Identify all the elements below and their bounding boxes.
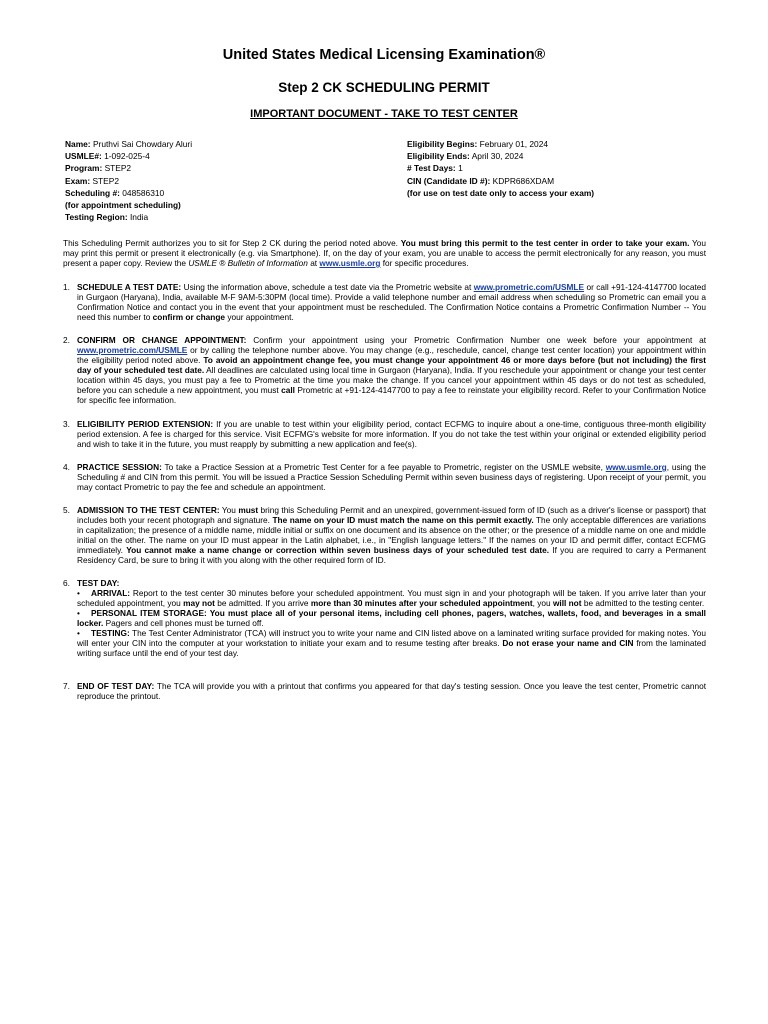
exam-value: STEP2 bbox=[92, 175, 120, 186]
cin-value: KDPR686XDAM bbox=[492, 175, 555, 186]
program-row: Program: STEP2 bbox=[65, 163, 132, 174]
scheduling-row: Scheduling #: 048586310 bbox=[65, 187, 165, 198]
testing-region: India bbox=[129, 212, 149, 223]
region-row: Testing Region: India bbox=[65, 212, 149, 223]
candidate-info bbox=[65, 138, 192, 223]
usmle-link[interactable]: www.usmle.org bbox=[319, 258, 381, 268]
prometric-link[interactable]: www.prometric.com/USMLE bbox=[473, 282, 585, 292]
cin-note: (for use on test date only to access your exam) bbox=[407, 187, 595, 198]
scheduling-number: 048586310 bbox=[122, 187, 165, 198]
document-title: United States Medical Licensing Examination® bbox=[222, 47, 546, 63]
intro-paragraph: This Scheduling Permit authorizes you to sit for Step 2 CK during the period noted above. You must bring this permit to the test center in order to take your exam. You may print this permit or present it electronically (e.g. via Smartphone). If, on the day of your exam, you are unable to access the permit electronically for any reason, you must present a paper copy. Review the USMLE ® Bulletin of Information at www.usmle.org for specific procedures. bbox=[63, 238, 706, 268]
usmle-link-2[interactable]: www.usmle.org bbox=[605, 462, 667, 472]
eligibility-info bbox=[407, 138, 594, 199]
eligibility-ends-row: Eligibility Ends: April 30, 2024 bbox=[407, 151, 524, 162]
important-notice: IMPORTANT DOCUMENT - TAKE TO TEST CENTER bbox=[250, 108, 518, 120]
list-item-practice: 4. PRACTICE SESSION: To take a Practice Session at a Prometric Test Center for a fee payable to Prometric, register on the USMLE website, www.usmle.org, using the Scheduling # and CIN from this permit. You will be issued a Practice Session Scheduling Permit within seven business days of registering. Upon receipt of your permit, you may contact Prometric to pay the fee and schedule an appointment. bbox=[63, 462, 706, 492]
test-days-row: # Test Days: 1 bbox=[407, 163, 463, 174]
list-item-schedule: 1. SCHEDULE A TEST DATE: Using the information above, schedule a test date via the Prometric website at www.prometric.com/USMLE or call +91-124-4147700 located in Gurgaon (Haryana), India, available M-F 9AM-5:30PM (local time). Provide a valid telephone number and email address when scheduling so Prometric can email you a Confirmation Notice and contact you in the event that your appointment must be rescheduled. The Confirmation Notice contains a Prometric Confirmation Number -- You need this number to confirm or change your appointment. bbox=[63, 282, 707, 322]
program-value: STEP2 bbox=[104, 163, 132, 174]
list-item-end-of-day: 7. END OF TEST DAY: The TCA will provide you with a printout that confirms you appeared for that day's testing session. Once you leave the test center, Prometric cannot reproduce the printout. bbox=[63, 681, 707, 701]
name-row: Name: Pruthvi Sai Chowdary Aluri bbox=[65, 139, 193, 149]
usmle-row: USMLE#: 1-092-025-4 bbox=[65, 151, 150, 162]
eligibility-begins: February 01, 2024 bbox=[479, 139, 549, 149]
prometric-link-2[interactable]: www.prometric.com/USMLE bbox=[77, 345, 188, 355]
scheduling-note: (for appointment scheduling) bbox=[65, 200, 181, 211]
test-days: 1 bbox=[458, 163, 463, 174]
exam-row: Exam: STEP2 bbox=[65, 175, 120, 186]
cin-row: CIN (Candidate ID #): KDPR686XDAM bbox=[407, 175, 555, 186]
list-item-test-day: 6. TEST DAY: • ARRIVAL: Report to the test center 30 minutes before your scheduled appointment. You must sign in and your photograph will be taken. If you arrive later than your scheduled appointment, you may not be admitted. If you arrive more than 30 minutes after your scheduled appointment, you will not be admitted to the testing center. • PERSONAL ITEM STORAGE: You must place all of your personal items, including cell phones, pagers, watches, wallets, food, and beverages in a small locker. Pagers and cell phones must be turned off. • TESTING: The Test Center Administrator (TCA) will instruct you to write your name and CIN listed above on a laminated writing surface provided for making notes. You will enter your CIN into the computer at your workstation to initiate your exam and to resume testing after breaks. Do not erase your name and CIN from the laminated writing surface until the end of your test day. bbox=[63, 578, 707, 658]
bullet-storage: • PERSONAL ITEM STORAGE: You must place all of your personal items, including cell phones, pagers, watches, wallets, food, and beverages in a small locker. Pagers and cell phones must be turned off. bbox=[77, 608, 706, 628]
list-item-admission: 5. ADMISSION TO THE TEST CENTER: You must bring this Scheduling Permit and an unexpired, government-issued form of ID (such as a driver's license or passport) that includes both your recent photograph and signature. The name on your ID must match the name on this permit exactly. The only acceptable differences are variations in capitalization; the presence of a middle name, middle initial or suffix on one document and its absence on the other; or the presence of a middle name on one and middle initial on the other. The name on your ID must appear in the Latin alphabet, i.e., in "English language letters." If the names on your ID and permit differ, contact ECFMG immediately. You cannot make a name change or correction within seven business days of your scheduled test date. If you are required to carry a Permanent Residency Card, be sure to bring it with you along with the other required form of ID. bbox=[63, 505, 706, 565]
bullet-arrival: • ARRIVAL: Report to the test center 30 minutes before your scheduled appointment. You must sign in and your photograph will be taken. If you arrive later than your scheduled appointment, you may not be admitted. If you arrive more than 30 minutes after your scheduled appointment, you will not be admitted to the testing center. bbox=[77, 588, 707, 608]
candidate-name: Pruthvi Sai Chowdary Aluri bbox=[92, 139, 193, 149]
usmle-id: 1-092-025-4 bbox=[104, 151, 150, 162]
eligibility-ends: April 30, 2024 bbox=[471, 151, 524, 162]
list-item-extension: 3. ELIGIBILITY PERIOD EXTENSION: If you are unable to test within your eligibility period, contact ECFMG to inquire about a one-time, contiguous three-month eligibility period extension. A fee is charged for this service. Visit ECFMG's website for more information. If you do not take the test within your original or extended eligibility period and wish to take it in the future, you must reapply by submitting a new application and fee(s). bbox=[63, 419, 707, 449]
permit-title: Step 2 CK SCHEDULING PERMIT bbox=[278, 80, 490, 95]
bullet-testing: • TESTING: The Test Center Administrator (TCA) will instruct you to write your name and CIN listed above on a laminated writing surface provided for making notes. You will enter your CIN into the computer at your workstation to initiate your exam and to resume testing after breaks. Do not erase your name and CIN from the laminated writing surface until the end of your test day. bbox=[77, 628, 707, 658]
eligibility-begins-row: Eligibility Begins: February 01, 2024 bbox=[407, 139, 549, 149]
list-item-confirm-change: 2. CONFIRM OR CHANGE APPOINTMENT: Confirm your appointment using your Prometric Confirmation Number one week before your appointment at www.prometric.com/USMLE or by calling the telephone number above. You may change (e.g., reschedule, cancel, change test center location) your appointment within the eligibility period noted above. To avoid an appointment change fee, you must change your appointment 46 or more days before (but not including) the first day of your scheduled test date. All deadlines are calculated using local time in Gurgaon (Haryana), India. If you reschedule your appointment or change your test center location within 45 days, you must pay a fee to Prometric at the time you make the change. If you cancel your appointment within 45 days or do not test as scheduled, before you can schedule a new appointment, you must call Prometric at +91-124-4147700 to pay a fee to reinstate your eligibility record. Refer to your Confirmation Notice for specific fee information. bbox=[63, 335, 706, 405]
